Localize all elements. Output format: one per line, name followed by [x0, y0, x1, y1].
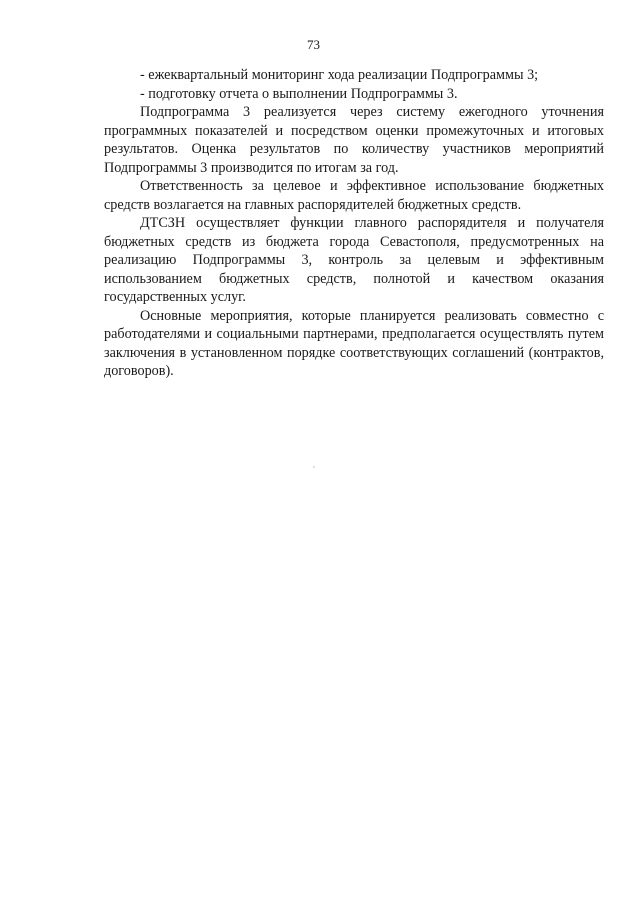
paragraph-dtszn-functions: ДТСЗН осуществляет функции главного распорядителя и получателя бюджетных средств из бюджета города Севастополя, предусмотренных на реализацию Подпрограммы 3, контроль за целевым и эффективным использованием бюджетных средств, полнотой и качеством оказания государственных услуг.	[104, 215, 604, 305]
body-text	[104, 66, 604, 381]
list-item-monitoring: - ежеквартальный мониторинг хода реализации Подпрограммы 3;	[140, 67, 539, 83]
list-item-report: - подготовку отчета о выполнении Подпрограммы 3.	[140, 85, 458, 102]
page-number: 73	[307, 37, 320, 52]
paragraph-implementation: Подпрограмма 3 реализуется через систему ежегодного уточнения программных показателей и посредством оценки промежуточных и итоговых результатов. Оценка результатов по количеству участников мероприятий Подпрограммы 3 производится по итогам за год.	[104, 104, 604, 176]
paragraph-main-activities: Основные мероприятия, которые планируется реализовать совместно с работодателями и социальными партнерами, предполагается осуществлять путем заключения в установленном порядке соответствующих соглашений (контрактов, договоров).	[104, 307, 604, 379]
paragraph-responsibility: Ответственность за целевое и эффективное использование бюджетных средств возлагается на главных распорядителей бюджетных средств.	[104, 178, 604, 213]
scan-speck	[313, 466, 315, 468]
